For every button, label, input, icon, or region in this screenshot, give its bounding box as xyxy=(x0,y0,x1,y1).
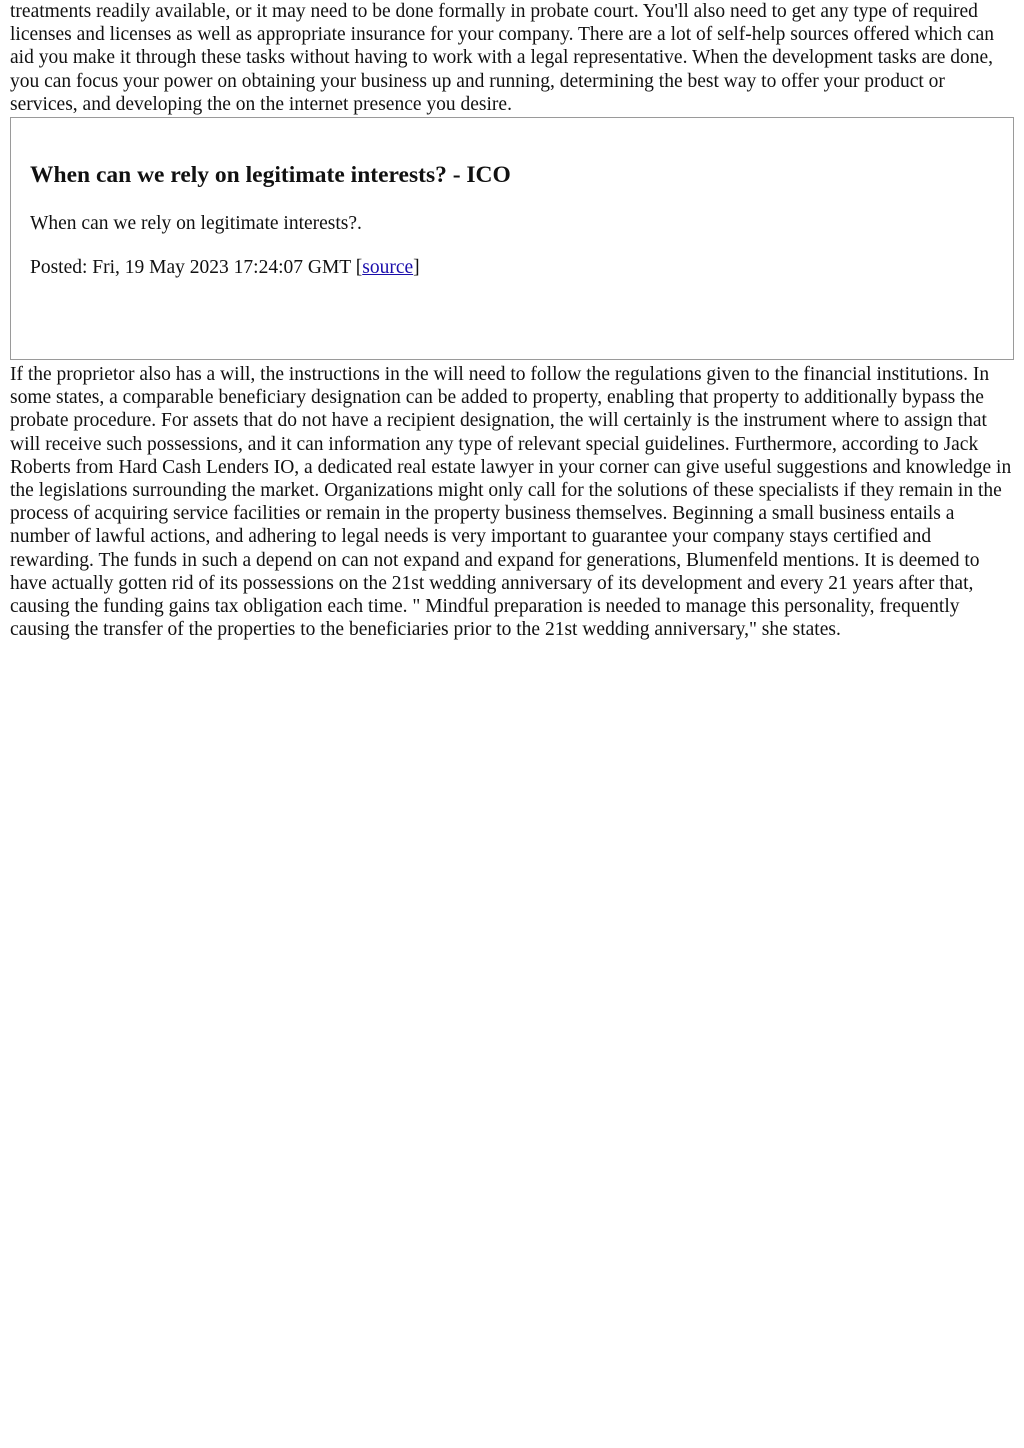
source-link[interactable]: source xyxy=(362,257,414,279)
news-card xyxy=(10,117,1014,360)
posted-suffix: ] xyxy=(413,257,420,279)
page-content xyxy=(0,0,1024,641)
news-card-description: When can we rely on legitimate interests?. xyxy=(30,213,362,235)
posted-prefix: Posted: Fri, 19 May 2023 17:24:07 GMT [ xyxy=(30,257,363,279)
body-paragraph: If the proprietor also has a will, the instructions in the will need to follow the regulations given to the financial institutions. In some states, a comparable beneficiary designation can be added to property, enabling that property to additionally bypass the probate procedure. For assets that do not have a recipient designation, the will certainly is the instrument where to assign that will receive such possessions, and it can information any type of relevant special guidelines. Furthermore, according to Jack Roberts from Hard Cash Lenders IO, a dedicated real estate lawyer in your corner can give useful suggestions and knowledge in the legislations surrounding the market. Organizations might only call for the solutions of these specialists if they remain in the process of acquiring service facilities or remain in the property business themselves. Beginning a small business entails a number of lawful actions, and adhering to legal needs is very important to guarantee your company stays certified and rewarding. The funds in such a depend on can not expand and expand for generations, Blumenfeld mentions. It is deemed to have actually gotten rid of its possessions on the 21st wedding anniversary of its development and every 21 years after that, causing the funding gains tax obligation each time. " Mindful preparation is needed to manage this personality, frequently causing the transfer of the properties to the beneficiaries prior to the 21st wedding anniversary," she states. xyxy=(10,364,1012,641)
news-card-title: When can we rely on legitimate interests? - ICO xyxy=(30,162,511,189)
intro-paragraph: treatments readily available, or it may need to be done formally in probate court. You'll also need to get any type of required licenses and licenses as well as appropriate insurance for your company. There are a lot of self-help sources offered which can aid you make it through these tasks without having to work with a legal representative. When the development tasks are done, you can focus your power on obtaining your business up and running, determining the best way to offer your product or services, and developing the on the internet presence you desire. xyxy=(10,1,994,115)
news-card-posted-line xyxy=(30,256,420,279)
